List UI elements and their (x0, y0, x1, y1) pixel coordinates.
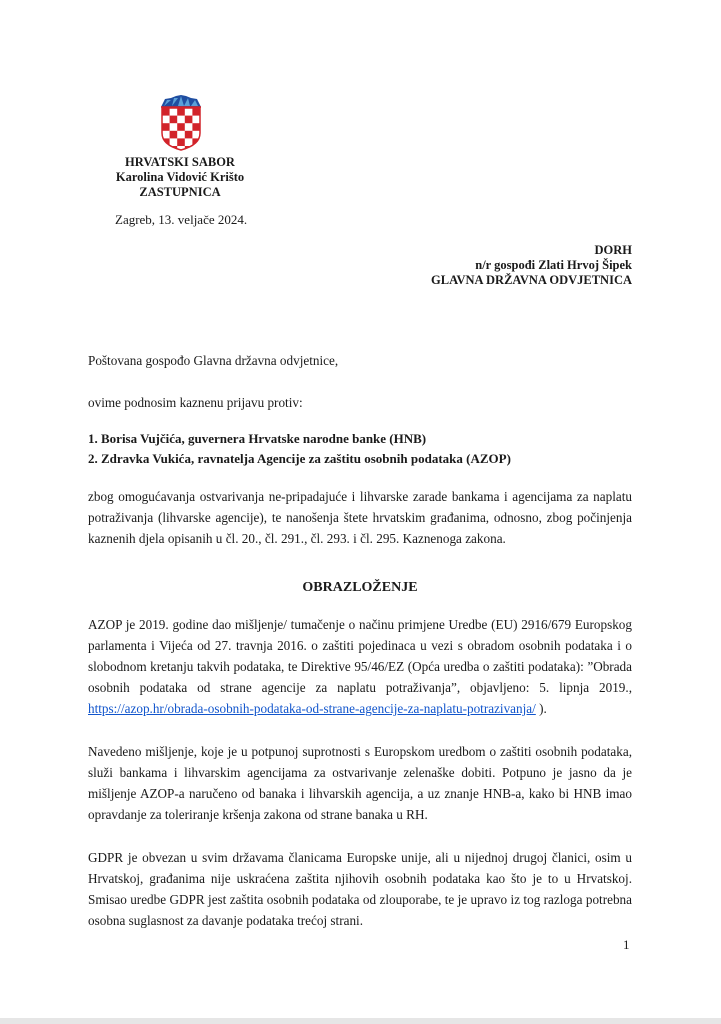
salutation: Poštovana gospođo Glavna državna odvjetnice, (88, 353, 339, 368)
paragraph-1 (88, 614, 632, 719)
header-line-title: ZASTUPNICA (139, 185, 221, 199)
page-number: 1 (623, 937, 630, 952)
recipient-line-2: n/r gospođi Zlati Hrvoj Šipek (475, 258, 632, 272)
header-line-name: Karolina Vidović Krišto (115, 170, 245, 184)
recipient-line-1: DORH (594, 243, 632, 257)
paragraph-3: GDPR je obvezan u svim državama članicama Europske unije, ali u nijednoj drugoj članici, osim u Hrvatskoj, građanima nije uskraćena zaštita njihovih osobnih podataka kao što je to u Hrvatskoj. Smisao uredbe GDPR jest zaštita osobnih podataka od zlouporabe, te je upravo iz tog razloga potrebna osobna suglasnost za davanje podataka trećoj strani. (88, 850, 632, 928)
accused-item-1: 1. Borisa Vujčića, guvernera Hrvatske narodne banke (HNB) (88, 431, 427, 446)
section-title: OBRAZLOŽENJE (302, 580, 418, 595)
paragraph-2: Navedeno mišljenje, koje je u potpunoj suprotnosti s Europskom uredbom o zaštiti osobnih podataka, služi bankama i lihvarskim agencijama za ostvarivanje zelenaške dobiti. Potpuno je jasno da je mišljenje AZOP-a naručeno od banaka i lihvarskih agencija, a uz znanje HNB-a, kako bi HNB imao opravdanje za toleriranje kršenja zakona od strane banaka u RH. (88, 744, 632, 822)
recipient-line-3: GLAVNA DRŽAVNA ODVJETNICA (431, 273, 632, 287)
header-line-parliament: HRVATSKI SABOR (125, 155, 235, 169)
croatian-coat-of-arms-icon (158, 95, 204, 151)
accused-item-2: 2. Zdravka Vukića, ravnatelja Agencije za zaštitu osobnih podataka (AZOP) (88, 451, 511, 466)
intro-line: ovime podnosim kaznenu prijavu protiv: (88, 395, 303, 410)
page-edge (0, 1018, 721, 1024)
paragraph-1-text: AZOP je 2019. godine dao mišljenje/ tumačenje o načinu primjene Uredbe (EU) 2916/679 Europskog parlamenta i Vijeća od 27. travnja 2016. o zaštiti pojedinaca u vezi s obradom osobnih podataka i o slobodnom kretanju takvih podataka, te Direktive 95/46/EZ (Opća uredba o zaštiti podataka): ”Obrada osobnih podataka od strane agencije za naplatu potraživanja”, objavljeno: 5. lipnja 2019., (88, 617, 632, 695)
reason-paragraph: zbog omogućavanja ostvarivanja ne-pripadajuće i lihvarske zarade bankama i agencijama za naplatu potraživanja (lihvarske agencije), te nanošenja štete hrvatskim građanima, odnosno, zbog počinjenja kaznenih djela opisanih u čl. 20., čl. 291., čl. 293. i čl. 295. Kaznenoga zakona. (88, 489, 632, 546)
document-date: Zagreb, 13. veljače 2024. (115, 212, 248, 227)
paragraph-1-tail: ). (535, 701, 547, 716)
azop-link[interactable]: https://azop.hr/obrada-osobnih-podataka-od-strane-agencije-za-naplatu-potrazivanja/ (88, 701, 536, 716)
